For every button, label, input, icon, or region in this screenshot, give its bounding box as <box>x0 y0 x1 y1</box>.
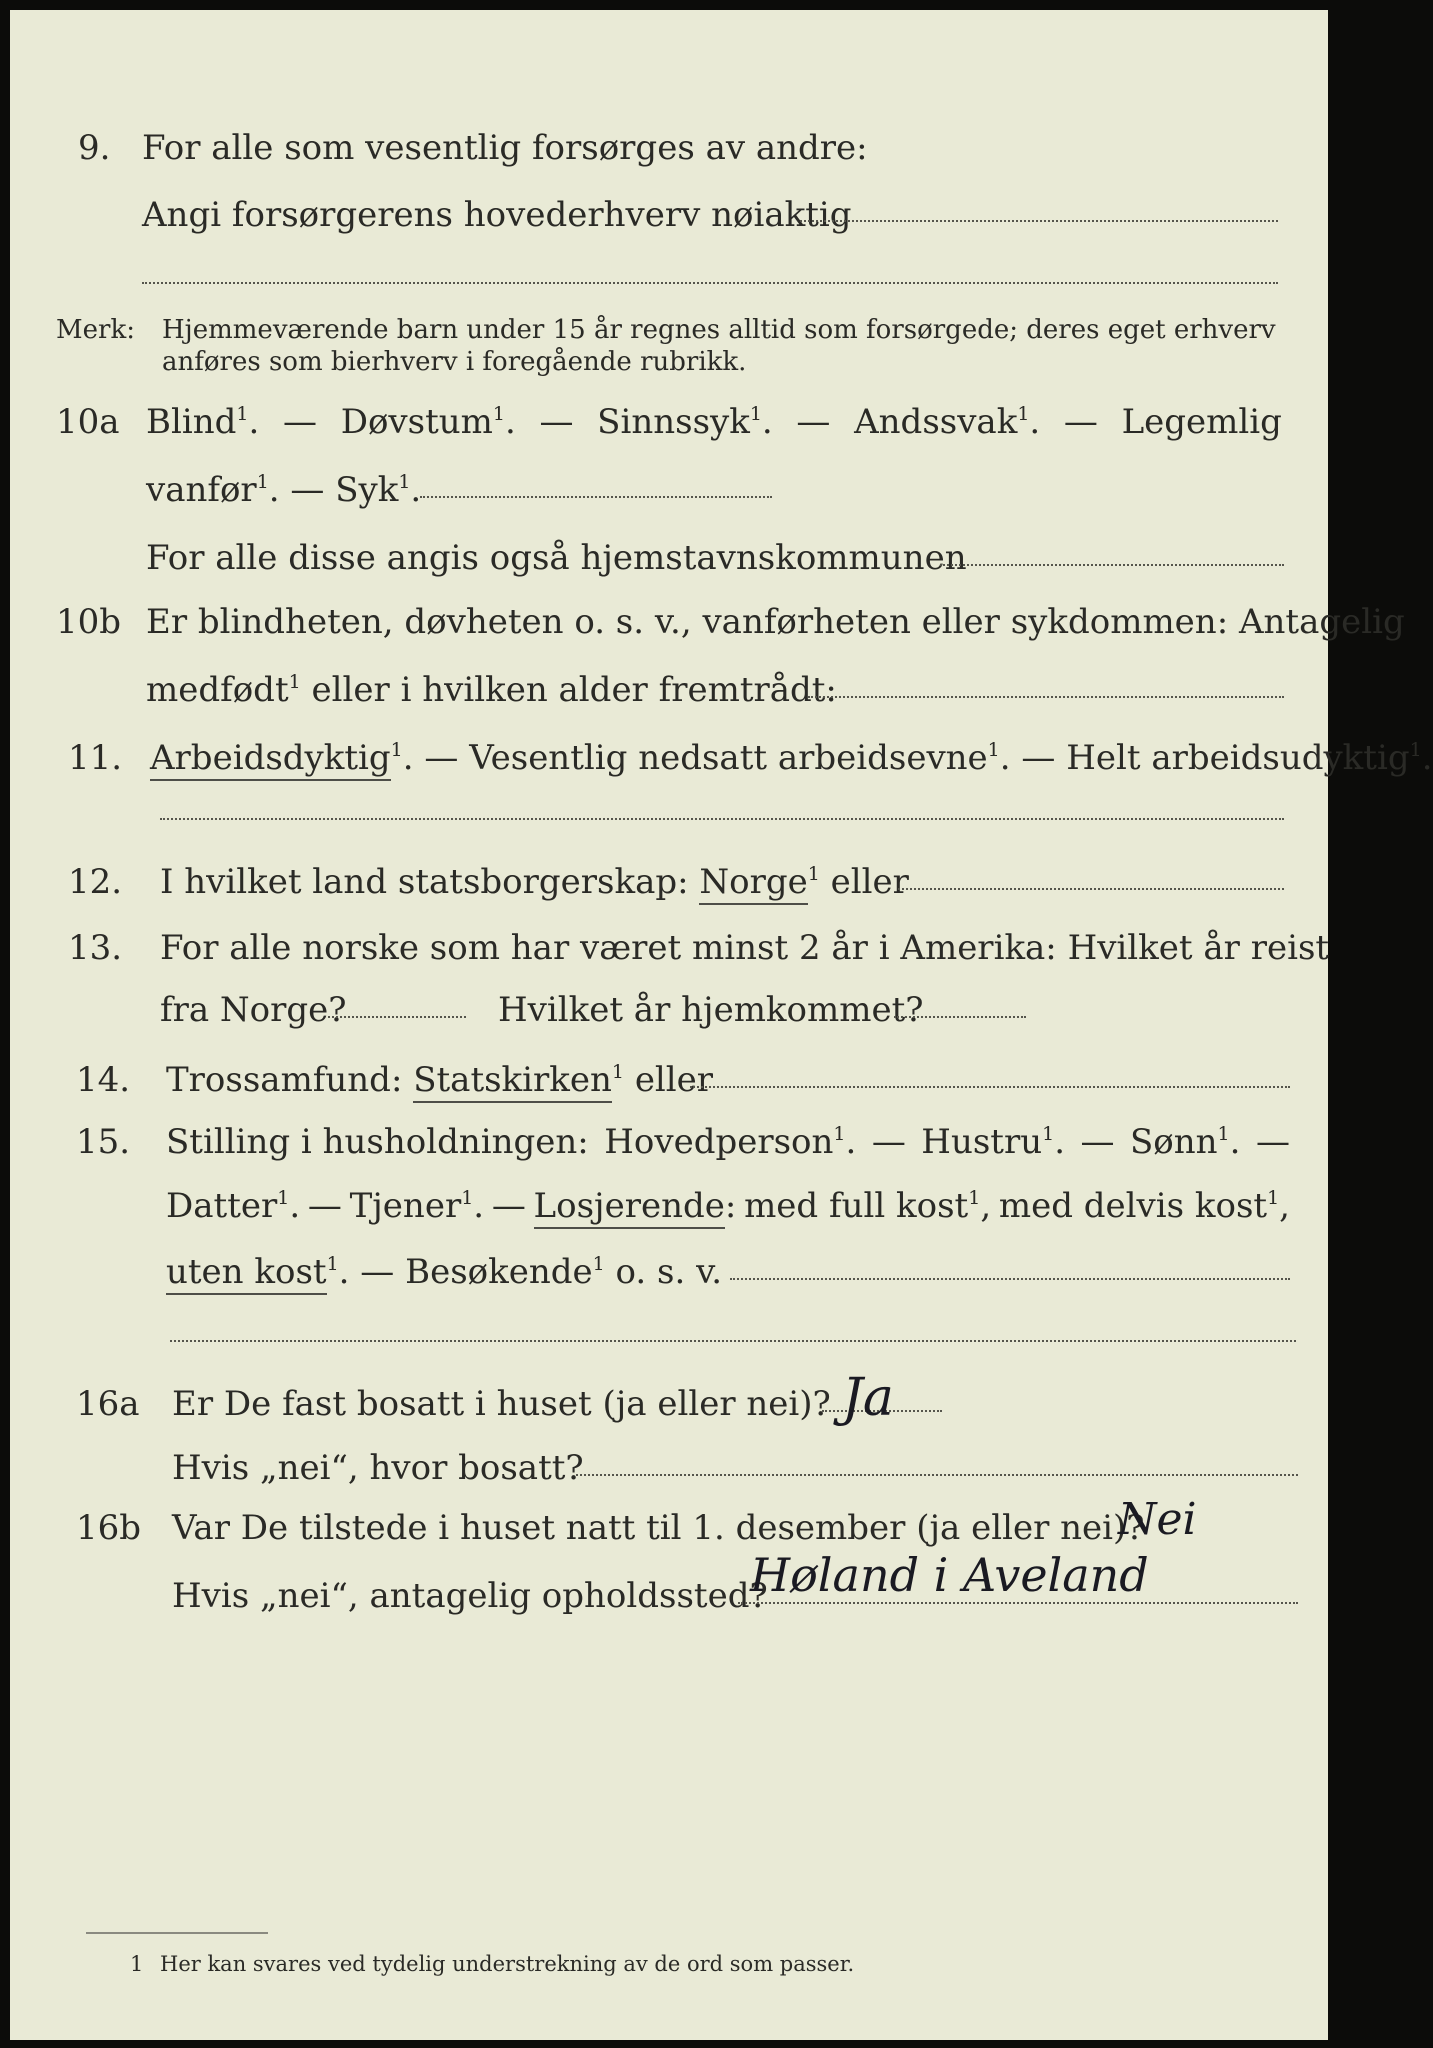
merk-line1: Hjemmeværende barn under 15 år regnes alltid som forsørgede; deres eget erhverv <box>162 315 1276 345</box>
opt-uten-kost[interactable]: uten kost <box>166 1252 327 1295</box>
q16a-number: 16a <box>76 1384 140 1424</box>
answer-norge[interactable]: Norge <box>699 862 807 905</box>
opt-losjerende[interactable]: Losjerende <box>534 1186 725 1229</box>
opt-vanfor[interactable]: vanfør <box>146 470 257 510</box>
q9-line2: Angi forsørgerens hovederhverv nøiaktig <box>142 195 852 235</box>
q11-options: Arbeidsdyktig$^1$. — Vesentlig nedsatt arbeidsevne$^1$. — Helt arbeidsudyktig$^1$. <box>150 738 1433 778</box>
q10a-hjemstavn-answer-line[interactable] <box>940 564 1284 566</box>
q13-line2b: Hvilket år hjemkommet? <box>498 990 924 1030</box>
merk-line2: anføres som bierhverv i foregående rubrikk. <box>162 347 747 377</box>
opt-medfodt[interactable]: medfødt <box>146 670 289 710</box>
q10a-number: 10a <box>56 402 120 442</box>
q12-number: 12. <box>68 862 123 902</box>
q10a-line3: For alle disse angis også hjemstavnskommunen <box>146 538 967 578</box>
opt-arbeidsdyktig[interactable]: Arbeidsdyktig <box>150 738 391 781</box>
q16a-line1: Er De fast bosatt i huset (ja eller nei)? <box>172 1384 831 1424</box>
q16b-handwritten-place: Høland i Aveland <box>750 1548 1149 1602</box>
opt-hovedperson[interactable]: Hovedperson <box>604 1122 834 1162</box>
q15-line2: Datter$^1$. — Tjener$^1$. — Losjerende: med full kost$^1$, med delvis kost$^1$, <box>166 1186 1290 1226</box>
q9-number: 9. <box>78 128 111 168</box>
opt-andssvak[interactable]: Andssvak <box>854 402 1018 442</box>
opt-delvis-kost[interactable]: med delvis kost <box>998 1186 1268 1226</box>
q15-line3: uten kost$^1$. — Besøkende$^1$ o. s. v. <box>166 1252 722 1292</box>
merk-label: Merk: <box>56 315 135 345</box>
q13-number: 13. <box>68 928 123 968</box>
opt-tjener[interactable]: Tjener <box>349 1186 462 1226</box>
opt-helt-arbeidsudyktig[interactable]: Helt arbeidsudyktig <box>1066 738 1410 778</box>
q16b-line2: Hvis „nei“, antagelig opholdssted? <box>172 1576 768 1616</box>
opt-syk[interactable]: Syk <box>335 470 399 510</box>
q12-answer-line[interactable] <box>898 888 1284 890</box>
q15-line1: Stilling i husholdningen: Hovedperson$^1$. — Hustru$^1$. — Sønn$^1$. — <box>166 1122 1290 1162</box>
q15-answer-line[interactable] <box>730 1278 1290 1280</box>
opt-blind[interactable]: Blind <box>146 402 237 442</box>
q16b-answer-line[interactable] <box>738 1602 1298 1604</box>
q14-answer-line[interactable] <box>690 1086 1290 1088</box>
q12-line: I hvilket land statsborgerskap: Norge$^1$ eller <box>160 862 909 902</box>
q16b-line1: Var De tilstede i huset natt til 1. desember (ja eller nei)? <box>172 1508 1145 1548</box>
q16a-line2: Hvis „nei“, hvor bosatt? <box>172 1448 584 1488</box>
q15-number: 15. <box>76 1122 131 1162</box>
census-form-page <box>10 10 1433 2040</box>
footnote-rule <box>86 1932 268 1934</box>
q9-answer-line[interactable] <box>800 220 1278 222</box>
q11-number: 11. <box>68 738 123 778</box>
opt-vesentlig-nedsatt[interactable]: Vesentlig nedsatt arbeidsevne <box>469 738 988 778</box>
answer-statskirken[interactable]: Statskirken <box>413 1060 612 1103</box>
q9-answer-line-2[interactable] <box>142 282 1278 284</box>
opt-besokende[interactable]: Besøkende <box>405 1252 593 1292</box>
q10b-line2: medfødt$^1$ eller i hvilken alder fremtrådt: <box>146 670 837 710</box>
q14-number: 14. <box>76 1060 131 1100</box>
opt-legemlig[interactable]: Legemlig <box>1121 402 1282 442</box>
opt-sonn[interactable]: Sønn <box>1129 1122 1218 1162</box>
q16a-handwritten-answer: Ja <box>842 1368 894 1428</box>
q13-reist-answer-line[interactable] <box>328 1016 466 1018</box>
footnote-mark: 1 <box>130 1952 144 1976</box>
q9-line1: For alle som vesentlig forsørges av andre: <box>142 128 868 168</box>
opt-full-kost[interactable]: med full kost <box>744 1186 969 1226</box>
q10b-number: 10b <box>56 602 122 642</box>
q14-line: Trossamfund: Statskirken$^1$ eller <box>166 1060 713 1100</box>
q13-hjemkommet-answer-line[interactable] <box>894 1016 1026 1018</box>
q11-answer-line[interactable] <box>160 818 1284 820</box>
opt-datter[interactable]: Datter <box>166 1186 278 1226</box>
q13-line1: For alle norske som har været minst 2 år i Amerika: Hvilket år reist <box>160 928 1330 968</box>
q10a-syk-answer-line[interactable] <box>420 496 772 498</box>
opt-dovstum[interactable]: Døvstum <box>340 402 493 442</box>
opt-hustru[interactable]: Hustru <box>921 1122 1043 1162</box>
q13-line2a: fra Norge? <box>160 990 347 1030</box>
opt-sinnssyk[interactable]: Sinnssyk <box>597 402 750 442</box>
q15-answer-line-2[interactable] <box>170 1340 1296 1342</box>
q10b-line1: Er blindheten, døvheten o. s. v., vanførheten eller sykdommen: Antagelig <box>146 602 1405 642</box>
q16a-bosatt-answer-line[interactable] <box>576 1474 1298 1476</box>
q10a-line2: vanfør$^1$. — Syk$^1$. <box>146 470 422 510</box>
q10a-line1: Blind$^1$. — Døvstum$^1$. — Sinnssyk$^1$. — Andssvak$^1$. — Legemlig <box>146 402 1282 442</box>
footnote-text: Her kan svares ved tydelig understrekning av de ord som passer. <box>160 1952 855 1976</box>
q16b-handwritten-answer: Nei <box>1118 1494 1197 1545</box>
q10b-answer-line[interactable] <box>808 696 1284 698</box>
q16b-number: 16b <box>76 1508 142 1548</box>
